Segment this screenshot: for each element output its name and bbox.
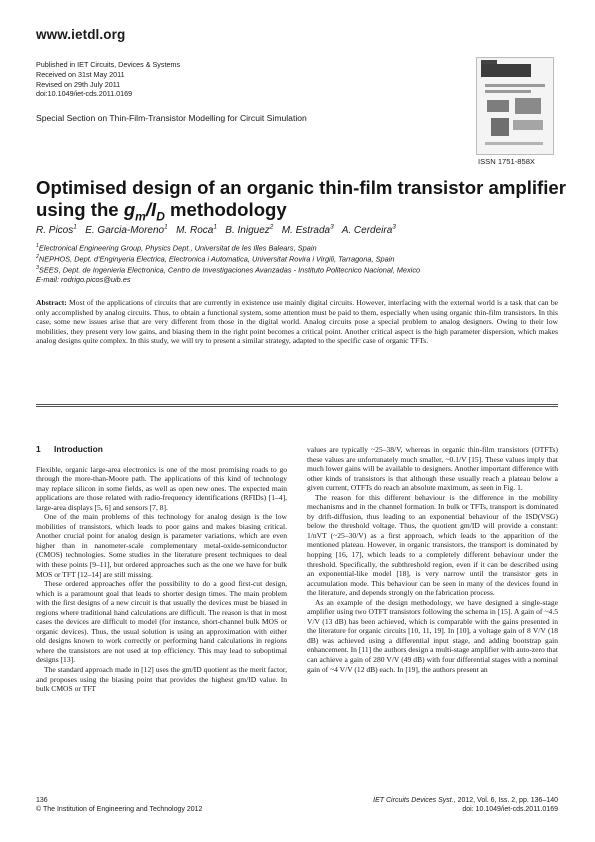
author: A. Cerdeira$^3$: [341, 224, 396, 237]
author-list: [36, 224, 396, 236]
paragraph: The reason for this different behaviour is the difference in the mobility mechanisms and in the channel formation. In bulk or TFTs, transport is dominated by drift-diffusion, thus leading to an exponential behaviour of the ISD(VSG) below the threshold voltage. Thus, the quotient gm/ID will provide a constant: 1/nVT (~25–30/V) as a first approach, which leads to the apparition of the mentioned plateau. However, in organic transistors, the transport is dominated by hopping [16, 17], which leads to a completely different behaviour under the threshold. Specifically, the subthreshold region, even if it can be described using an exponential-like model [18], is very narrow until the transistor gets in accumulation mode. This behaviour can be seen in many of the devices found in the literature, and depends strongly on the fabrication process.: [307, 492, 558, 598]
author: R. Picos$^1$: [36, 224, 77, 237]
author: B. Iniguez$^2$: [225, 224, 274, 237]
author: M. Estrada$^3$: [281, 224, 334, 237]
abstract-label: Abstract:: [36, 298, 67, 307]
footer-doi[interactable]: doi: 10.1049/iet-cds.2011.0169: [462, 806, 558, 814]
title-text: Optimised design of an organic thin-film transistor amplifier using the: [36, 177, 566, 220]
paragraph: The standard approach made in [12] uses the gm/ID quotient as the merit factor, and proposes using the biasing point that provides the highest gm/ID value. In bulk CMOS or TFT: [36, 665, 287, 694]
special-section-note: Special Section on Thin-Film-Transistor Modelling for Circuit Simulation: [36, 113, 307, 123]
author-email[interactable]: E-mail: rodrigo.picos@uib.es: [36, 275, 131, 285]
right-column: [307, 445, 558, 674]
author: E. Garcia-Moreno$^1$: [85, 224, 168, 237]
article-title: [36, 177, 566, 228]
affiliation: $^1$Electronical Engineering Group, Physics Dept., Universitat de les Illes Balears, Spain: [36, 243, 317, 253]
meta-received: Received on 31st May 2011: [36, 69, 125, 79]
divider-bottom: [36, 406, 558, 407]
left-column: [36, 445, 287, 694]
footer-right: [298, 796, 558, 815]
journal-cover-thumbnail: [476, 57, 554, 155]
page-number: 136: [36, 797, 48, 804]
title-math: $g_m/I_D$: [123, 199, 165, 224]
meta-revised: Revised on 29th July 2011: [36, 79, 121, 89]
title-text-end: methodology: [164, 199, 287, 220]
affiliations: [36, 242, 420, 285]
journal-citation: IET Circuits Devices Syst., 2012, Vol. 6, Iss. 2, pp. 136–140: [373, 797, 558, 804]
paragraph: Flexible, organic large-area electronics is one of the most promising roads to go through the more-than-Moore path. The applications of this kind of technology may replace silicon in some fields, as well as open new ones. The expected main applications are those related with radio-frequency identifications (RFIDs) [1–4], large-area displays [5, 6] and sensors [7, 8].: [36, 464, 287, 512]
abstract-text: Most of the applications of circuits that are currently in existence use mainly digital circuits. However, interfacing with the external world is a task that can be only accomplished by analog circuits. Thus, to obtain a functional system, some attention must be paid to them, especially when using organic thin-film transistors. In this case, some new issues arise that are very different from those in the digital world. Analog circuits pose a special problem to analog designers. Owing to their low mobilities, they present very low gains, and biasing them in the right point becomes a critical point. Another critical aspect is the high parameter dispersion, which makes analog designs quite complex. In this study, we will try to present a similar strategy, adapted to the specific case of organic TFTs.: [36, 298, 558, 346]
site-url[interactable]: www.ietdl.org: [36, 27, 126, 42]
paragraph: These ordered approaches offer the possibility to do a good first-cut design, which is a paramount goal that leads to shorter design times. The main problem with the first designs of a new circuit is that usually the devices must be biased in regions where traditional hand calculations are difficult. The reason is that in most cases the devices are difficult to model (for instance, short-channel bulk MOS or organic devices). Thus, the usual solution is using an approximation with either old designs known to work correctly or performing hand calculations in regions where the transistors are not used at top efficiency. This may lead to suboptimal designs [13].: [36, 579, 287, 665]
affiliation: $^3$SEES, Dept. de Ingenieria Electronica, Centro de Investigaciones Avanzadas - Instituto Politecnico Nacional, Mexico: [36, 265, 421, 275]
meta-doi: doi:10.1049/iet-cds.2011.0169: [36, 89, 133, 99]
abstract: [36, 298, 558, 346]
meta-published: Published in IET Circuits, Devices & Systems: [36, 60, 181, 69]
publication-meta: [36, 60, 180, 99]
paragraph: values are typically ~25–38/V, whereas in organic thin-film transistors (OTFTs) these values are unfortunately much smaller, ~0.1/V [15]. These values imply that much lower gains will be available to designers. Another important difference with other kinds of transistors is that although these usually reach a plateau below a given current, OTFTs do reach an absolute maximum, as seen in Fig. 1.: [307, 445, 558, 493]
copyright: © The Institution of Engineering and Technology 2012: [36, 806, 203, 814]
paragraph: One of the main problems of this technology for analog design is the low mobilities of transistors, which leads to poor gains and makes biasing critical. Another crucial point for analog design is parameter variations, which are even higher than in nanometer-scale complementary metal-oxide-semiconductor (CMOS) technologies. Some studies in the literature present techniques to deal with these points [9–11], but ordered approaches such as the one we have for bulk MOS or TFT [12–14] are still missing.: [36, 512, 287, 579]
divider-top: [36, 404, 558, 405]
footer-left: [36, 796, 202, 815]
issn-label: ISSN 1751-858X: [478, 157, 535, 166]
paragraph: As an example of the design methodology, we have designed a single-stage amplifier using two OTFT transistors following the schema in [15]. A gain of ~4.5 V/V (13 dB) has been achieved, which is comparable with the gains presented in the literature for organic circuits [10, 11, 19]. In [10], a voltage gain of 8 V/V (18 dB) was achieved using a differential input stage, and adding bootstrap gain enhancement. In [11] the authors design a multi-stage amplifier with auto-zero that can achieve a gain of 280 V/V (49 dB) with four differential stages with a nominal gain of ~4 V/V (12 dB) each. In [19], the authors present an: [307, 597, 558, 674]
affiliation: $^2$NEPHOS, Dept. d'Enginyeria Electrica, Electronica i Automatica, Universitat Rovira i Virgili, Tarragona, Spain: [36, 254, 395, 264]
author: M. Roca$^1$: [176, 224, 217, 237]
section-heading: 1 Introduction: [36, 444, 103, 454]
